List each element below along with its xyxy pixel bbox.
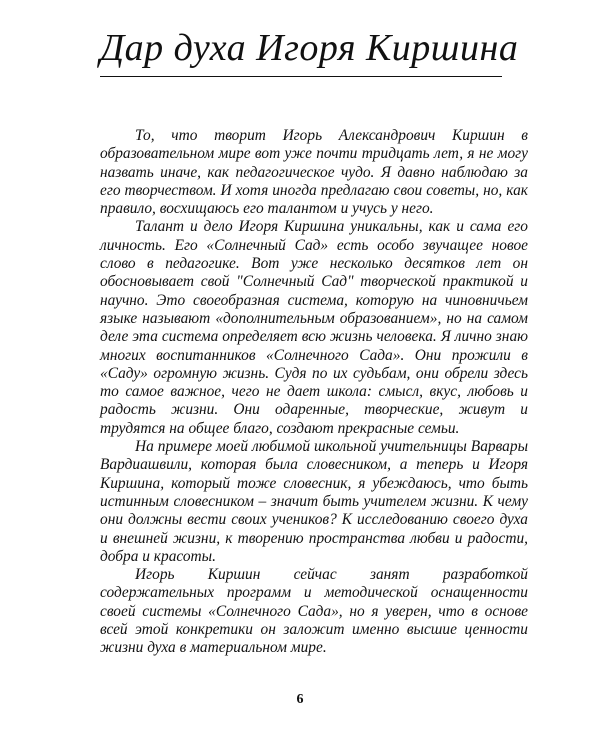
chapter-title: Дар духа Игоря Киршина: [100, 27, 519, 69]
paragraph: На примере моей любимой школьной учительницы Варвары Вардиашвили, которая была словесником, а теперь и Игоря Киршина, который тоже словесник, я убеждаюсь, что быть истинным словесником – значит быть учителем жизни. К чему они должны вести своих учеников? К исследованию своего духа и внешней жизни, к творению пространства любви и радости, добра и красоты.: [100, 438, 528, 565]
title-underline: [100, 76, 502, 77]
paragraph: То, что творит Игорь Александрович Киршин в образовательном мире вот уже почти тридцать лет, я не могу назвать иначе, как педагогическое чудо. Я давно наблюдаю за его творчеством. И хотя иногда предлагаю свои советы, но, как правило, восхищаюсь его талантом и учусь у него.: [100, 127, 528, 218]
paragraph: Игорь Киршин сейчас занят разработкой содержательных программ и методической оснащенности своей системы «Солнечного Сада», но я уверен, что в основе всей этой конкретики он заложит именно высшие ценности жизни духа в материальном мире.: [100, 566, 528, 657]
paragraph: Талант и дело Игоря Киршина уникальны, как и сама его личность. Его «Солнечный Сад» есть особо звучащее новое слово в педагогике. Вот уже несколько десятков лет он обосновывает свой "Солнечный Сад" творческой практикой и научно. Это своеобразная система, которую на чиновничьем языке называют «дополнительным образованием», но на самом деле эта система определяет всю жизнь человека. Я лично знаю многих воспитанников «Солнечного Сада». Они прожили в «Саду» огромную жизнь. Судя по их судьбам, они обрели здесь то самое важное, чего не дает школа: смысл, вкус, любовь и радость жизни. Они одаренные, творческие, живут и трудятся на общее благо, создают прекрасные семьи.: [100, 218, 528, 437]
page-number: 6: [296, 692, 304, 707]
body-text: [100, 127, 528, 658]
